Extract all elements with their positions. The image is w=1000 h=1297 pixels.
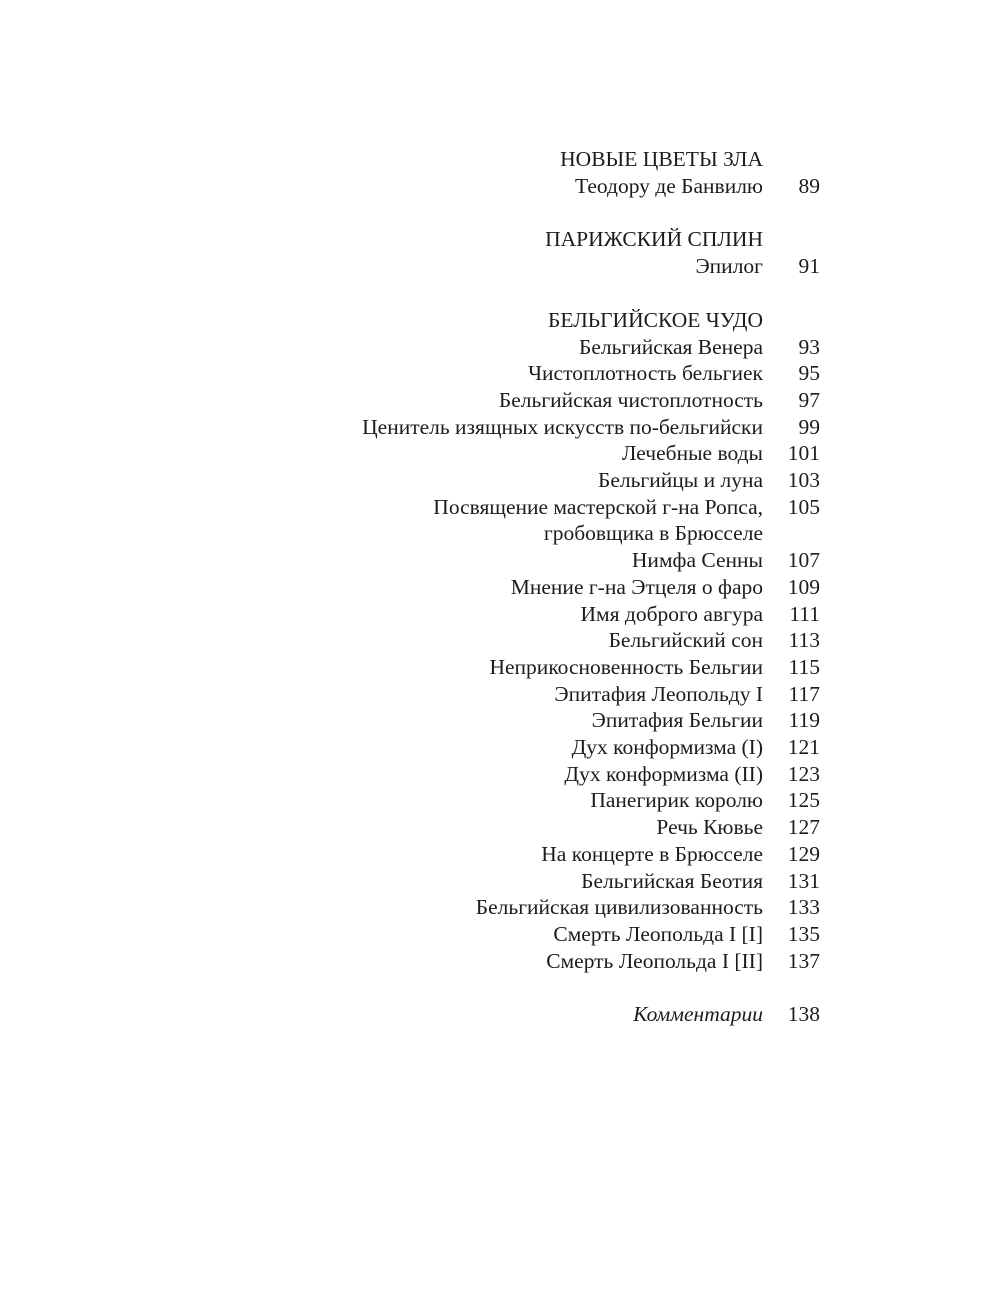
toc-entry-page: 135 xyxy=(787,921,820,946)
toc-entry-title: Бельгийская чистоплотность xyxy=(498,387,763,412)
toc-entry-title: Бельгийский сон xyxy=(608,628,763,653)
toc-entry-page: 121 xyxy=(787,735,820,760)
toc-entry-title: Бельгийская Венера xyxy=(579,334,763,359)
toc-entry-title: Эпитафия Леопольду I xyxy=(554,681,763,706)
toc-entry-page: 137 xyxy=(787,948,820,973)
toc-entry xyxy=(140,868,820,895)
toc-entry xyxy=(140,814,820,841)
toc-section xyxy=(140,307,820,975)
toc-entry xyxy=(140,467,820,494)
toc-entry xyxy=(140,520,820,547)
toc-entry-title: Смерть Леопольда I [II] xyxy=(546,948,763,973)
toc-entry-title: Нимфа Сенны xyxy=(631,548,763,573)
toc-entry-title: Дух конформизма (II) xyxy=(564,761,763,786)
toc-entry-title: гробовщика в Брюсселе xyxy=(543,521,763,546)
toc-entry xyxy=(140,707,820,734)
toc-heading-text: ПАРИЖСКИЙ СПЛИН xyxy=(545,227,763,252)
toc-entry-page: 99 xyxy=(798,414,820,439)
toc-entry-page: 111 xyxy=(789,601,820,626)
toc-entry xyxy=(140,681,820,708)
toc-section-heading xyxy=(140,226,820,253)
toc-section xyxy=(140,146,820,199)
toc-entry xyxy=(140,494,820,521)
toc-entry-title: Мнение г-на Этцеля о фаро xyxy=(510,574,763,599)
toc-entry xyxy=(140,1001,820,1028)
toc-entry-page: 113 xyxy=(788,628,820,653)
toc-entry xyxy=(140,921,820,948)
toc-entry-title: Эпитафия Бельгии xyxy=(591,708,763,733)
toc-entry-page: 125 xyxy=(787,788,820,813)
toc-entry-page: 119 xyxy=(788,708,820,733)
toc-entry-title: Бельгийская цивилизованность xyxy=(475,895,763,920)
toc-entry-page: 133 xyxy=(787,895,820,920)
toc-entry-page: 115 xyxy=(788,654,820,679)
toc-entry-page: 101 xyxy=(787,441,820,466)
toc-entry xyxy=(140,787,820,814)
toc-entry xyxy=(140,440,820,467)
toc-entry xyxy=(140,387,820,414)
toc-entry-page: 117 xyxy=(788,681,820,706)
toc-entry xyxy=(140,173,820,200)
toc-entry-title: Бельгийцы и луна xyxy=(598,468,763,493)
toc-entry-title: Комментарии xyxy=(633,1002,763,1027)
toc-entry xyxy=(140,360,820,387)
toc-entry-page: 105 xyxy=(787,494,820,519)
toc-section xyxy=(140,226,820,279)
toc-entry-page: 95 xyxy=(798,361,820,386)
toc-heading-text: НОВЫЕ ЦВЕТЫ ЗЛА xyxy=(560,147,763,171)
toc-entry-page: 109 xyxy=(787,574,820,599)
toc-entry xyxy=(140,841,820,868)
toc-entry-title: Лечебные воды xyxy=(621,441,763,466)
toc-section-heading xyxy=(140,307,820,334)
toc-entry-title: На концерте в Брюсселе xyxy=(541,841,763,866)
toc-entry-title: Чистоплотность бельгиек xyxy=(528,361,763,386)
toc-entry xyxy=(140,894,820,921)
toc-entry xyxy=(140,654,820,681)
toc-entry-title: Смерть Леопольда I [I] xyxy=(553,921,763,946)
toc-entry-page: 89 xyxy=(798,173,820,198)
toc-entry-title: Неприкосновенность Бельгии xyxy=(489,654,763,679)
toc-entry-title: Панегирик королю xyxy=(590,788,763,813)
toc-entry-title: Эпилог xyxy=(695,254,763,279)
toc-entry-title: Теодору де Банвилю xyxy=(575,173,763,198)
toc-entry-page: 127 xyxy=(787,815,820,840)
toc-entry-page: 123 xyxy=(787,761,820,786)
toc-entry xyxy=(140,334,820,361)
toc-entry xyxy=(140,627,820,654)
toc-entry-title: Имя доброго авгура xyxy=(580,601,763,626)
toc-entry-page: 107 xyxy=(787,548,820,573)
toc-entry xyxy=(140,414,820,441)
toc-entry-page: 97 xyxy=(798,387,820,412)
toc-entry-page: 138 xyxy=(787,1002,820,1027)
toc-entry xyxy=(140,253,820,280)
toc-section xyxy=(140,1001,820,1028)
toc-entry xyxy=(140,948,820,975)
toc-heading-text: БЕЛЬГИЙСКОЕ ЧУДО xyxy=(548,307,763,332)
toc-entry-page: 131 xyxy=(787,868,820,893)
toc-entry-page: 93 xyxy=(798,334,820,359)
toc-entry-title: Речь Кювье xyxy=(656,815,763,840)
toc-entry-title: Дух конформизма (I) xyxy=(571,735,763,760)
toc-entry-title: Посвящение мастерской г-на Ропса, xyxy=(433,494,763,519)
toc-entry-title: Ценитель изящных искусств по-бельгийски xyxy=(362,414,763,439)
toc-entry xyxy=(140,601,820,628)
toc-entry-page: 91 xyxy=(798,254,820,279)
toc-entry-page: 103 xyxy=(787,468,820,493)
toc-entry xyxy=(140,574,820,601)
toc-entry xyxy=(140,761,820,788)
table-of-contents xyxy=(140,146,820,1028)
toc-entry-title: Бельгийская Беотия xyxy=(581,868,763,893)
toc-entry xyxy=(140,547,820,574)
toc-section-heading xyxy=(140,146,820,173)
toc-entry xyxy=(140,734,820,761)
toc-entry-page: 129 xyxy=(787,841,820,866)
